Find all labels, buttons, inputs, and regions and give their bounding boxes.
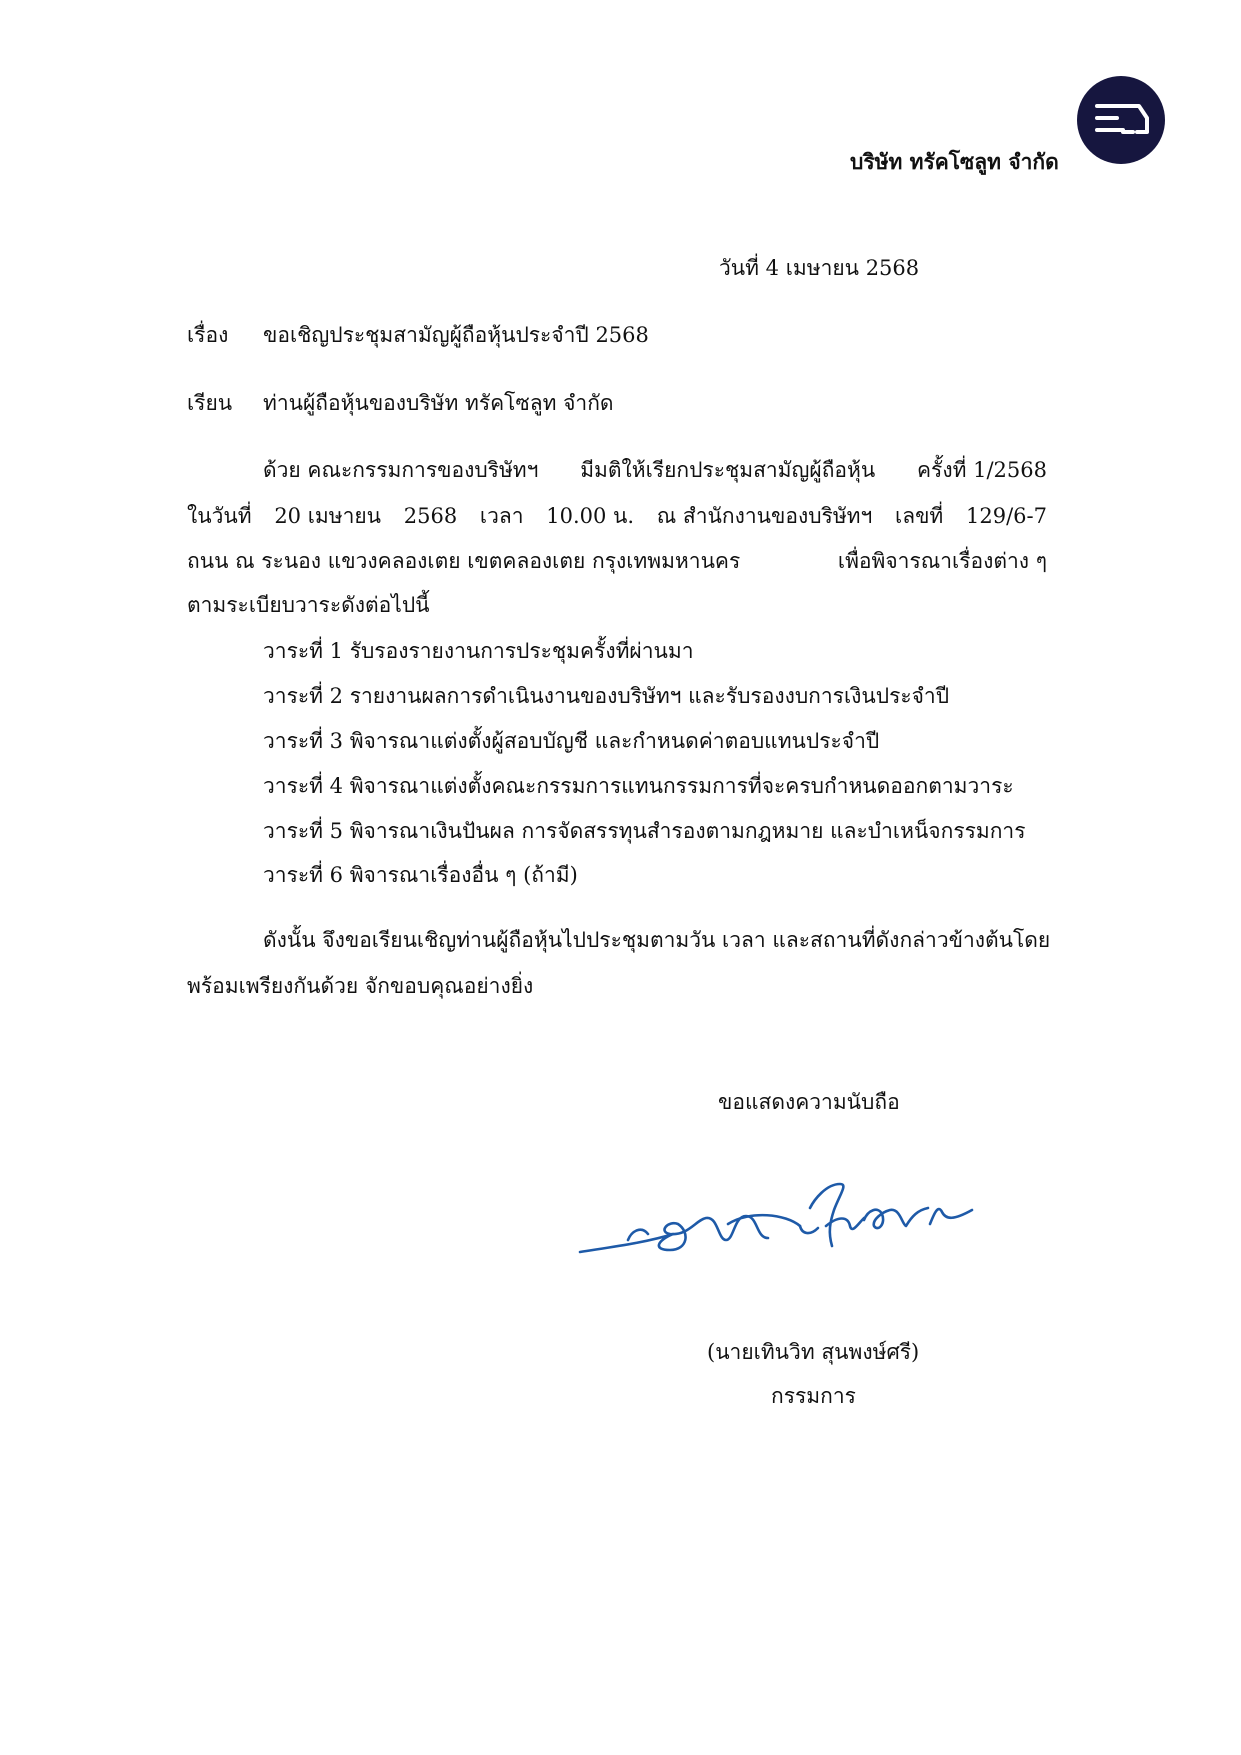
body-line-1 [263, 460, 1047, 481]
agenda-item: วาระที่ 6 พิจารณาเรื่องอื่น ๆ (ถ้ามี) [263, 863, 578, 887]
agenda-item: วาระที่ 4 พิจารณาแต่งตั้งคณะกรรมการแทนกรรมการที่จะครบกำหนดออกตามวาระ [263, 774, 1014, 798]
signature [578, 1180, 1028, 1274]
agenda-item: วาระที่ 1 รับรองรายงานการประชุมครั้งที่ผ่านมา [263, 639, 694, 663]
body-line-3-part-2: เพื่อพิจารณาเรื่องต่าง ๆ [837, 549, 1047, 573]
body-line-2-part-5: 10.00 น. [546, 504, 635, 528]
recipient-label: เรียน [187, 391, 233, 415]
body-line-3-part-1: ถนน ณ ระนอง แขวงคลองเตย เขตคลองเตย กรุงเทพมหานคร [187, 549, 741, 573]
signer-name: (นายเทินวิท สุนพงษ์ศรี) [707, 1340, 920, 1364]
body-line-2 [187, 506, 1047, 527]
company-logo [1077, 76, 1165, 164]
body-line-2-part-2: 20 เมษายน [274, 504, 382, 528]
letter-date: วันที่ 4 เมษายน 2568 [719, 256, 920, 280]
body-line-4: ตามระเบียบวาระดังต่อไปนี้ [187, 593, 430, 617]
body-line-2-part-1: ในวันที่ [187, 504, 252, 528]
agenda-item: วาระที่ 3 พิจารณาแต่งตั้งผู้สอบบัญชี และกำหนดค่าตอบแทนประจำปี [263, 729, 880, 753]
body-line-2-part-4: เวลา [479, 504, 524, 528]
body-line-3 [187, 551, 1047, 572]
body-line-1-part-2: มีมติให้เรียกประชุมสามัญผู้ถือหุ้น [580, 458, 876, 482]
agenda-item: วาระที่ 2 รายงานผลการดำเนินงานของบริษัทฯ และรับรองงบการเงินประจำปี [263, 684, 950, 708]
agenda-item: วาระที่ 5 พิจารณาเงินปันผล การจัดสรรทุนสำรองตามกฎหมาย และบำเหน็จกรรมการ [263, 819, 1026, 843]
recipient-text: ท่านผู้ถือหุ้นของบริษัท ทรัคโซลูท จำกัด [263, 391, 614, 415]
truck-logo-icon [1077, 76, 1165, 164]
subject-label: เรื่อง [187, 323, 229, 347]
body-line-2-part-8: 129/6-7 [965, 504, 1047, 528]
closing-text: ขอแสดงความนับถือ [718, 1090, 900, 1114]
body-line-2-part-6: ณ สำนักงานของบริษัทฯ [656, 504, 873, 528]
body-line-1-part-1: ด้วย คณะกรรมการของบริษัทฯ [263, 458, 539, 482]
body-line-2-part-3: 2568 [403, 504, 458, 528]
signer-title: กรรมการ [771, 1384, 856, 1408]
conclusion-line-2: พร้อมเพรียงกันด้วย จักขอบคุณอย่างยิ่ง [187, 974, 534, 998]
body-line-1-part-3: ครั้งที่ 1/2568 [917, 458, 1047, 482]
body-line-2-part-7: เลขที่ [895, 504, 944, 528]
conclusion-line-1: ดังนั้น จึงขอเรียนเชิญท่านผู้ถือหุ้นไปประชุมตามวัน เวลา และสถานที่ดังกล่าวข้างต้นโดย [263, 928, 1051, 952]
company-name: บริษัท ทรัคโซลูท จำกัด [850, 149, 1059, 174]
subject-text: ขอเชิญประชุมสามัญผู้ถือหุ้นประจำปี 2568 [263, 323, 649, 347]
handwritten-signature-icon [578, 1180, 1028, 1270]
